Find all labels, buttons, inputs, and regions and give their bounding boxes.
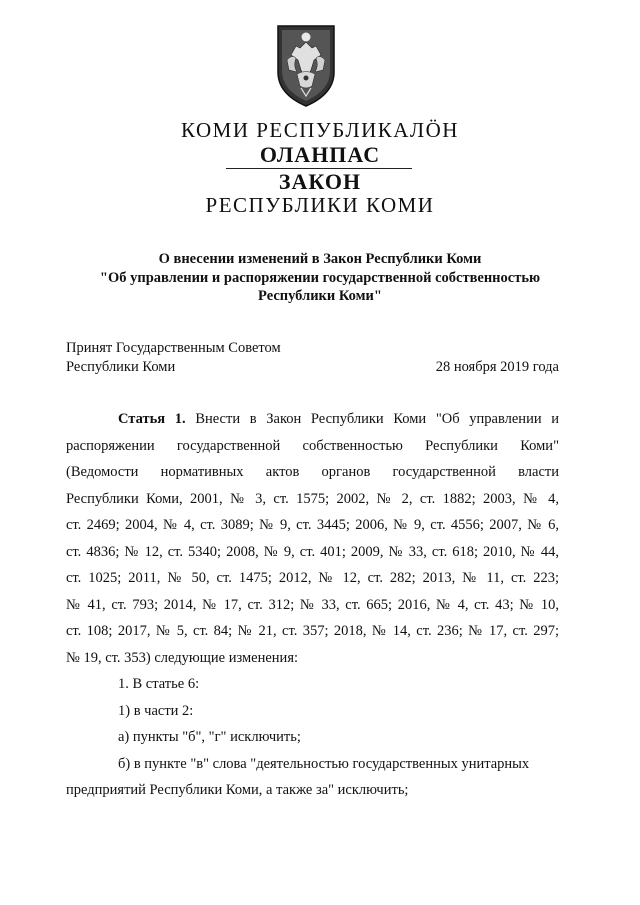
article-line [66, 406, 559, 433]
law-title-line: Республики Коми" [258, 288, 382, 304]
article-line: ст. 2469; 2004, № 4, ст. 3089; № 9, ст. 3445; 2006, № 9, ст. 4556; 2007, № 6, [66, 517, 559, 533]
article-line: Республики Коми, 2001, № 3, ст. 1575; 2002, № 2, ст. 1882; 2003, № 4, [66, 490, 559, 507]
law-title-line: "Об управлении и распоряжении государственной собственностью [99, 269, 541, 286]
article-label: Статья 1. [118, 411, 186, 427]
article-line: ст. 1025; 2011, № 50, ст. 1475; 2012, № 12, ст. 282; 2013, № 11, ст. 223; [66, 570, 559, 586]
article-line: ст. 108; 2017, № 5, ст. 84; № 21, ст. 357; 2018, № 14, ст. 236; № 17, ст. 297; [66, 623, 559, 639]
header-republic-komi: РЕСПУБЛИКИ КОМИ [205, 193, 435, 217]
adoption-line: Принят Государственным Советом [66, 340, 281, 356]
article-line: ст. 4836; № 12, ст. 5340; 2008, № 9, ст. 401; 2009, № 33, ст. 618; 2010, № 44, [66, 543, 559, 560]
header-olanpas: ОЛАНПАС [259, 142, 381, 167]
adoption-statement [66, 339, 281, 377]
coat-of-arms-emblem [273, 22, 339, 108]
article-line: № 19, ст. 353) следующие изменения: [66, 649, 299, 666]
header-zakon: ЗАКОН [278, 169, 362, 194]
adoption-line: Республики Коми [66, 359, 176, 375]
article-line-text: Внести в Закон Республики Коми "Об управлении и [195, 411, 559, 427]
article-line: (Ведомости нормативных актов органов государственной власти [66, 464, 559, 480]
article-item: 1. В статье 6: [118, 676, 200, 692]
article-item: а) пункты "б", "г" исключить; [118, 729, 301, 745]
article-line: предприятий Республики Коми, а также за" исключить; [66, 782, 409, 798]
adoption-date: 28 ноября 2019 года [435, 359, 559, 375]
article-line: № 41, ст. 793; 2014, № 17, ст. 312; № 33, ст. 665; 2016, № 4, ст. 43; № 10, [66, 596, 559, 613]
article-line: распоряжении государственной собственностью Республики Коми" [66, 437, 559, 454]
article-item: б) в пункте "в" слова "деятельностью государственных унитарных [118, 755, 530, 772]
article-body [66, 406, 559, 804]
law-title-line: О внесении изменений в Закон Республики Коми [158, 251, 482, 267]
header-republic-komi-lang: КОМИ РЕСПУБЛИКАЛӦН [181, 118, 459, 142]
article-item: 1) в части 2: [118, 702, 194, 719]
law-title [60, 250, 580, 306]
